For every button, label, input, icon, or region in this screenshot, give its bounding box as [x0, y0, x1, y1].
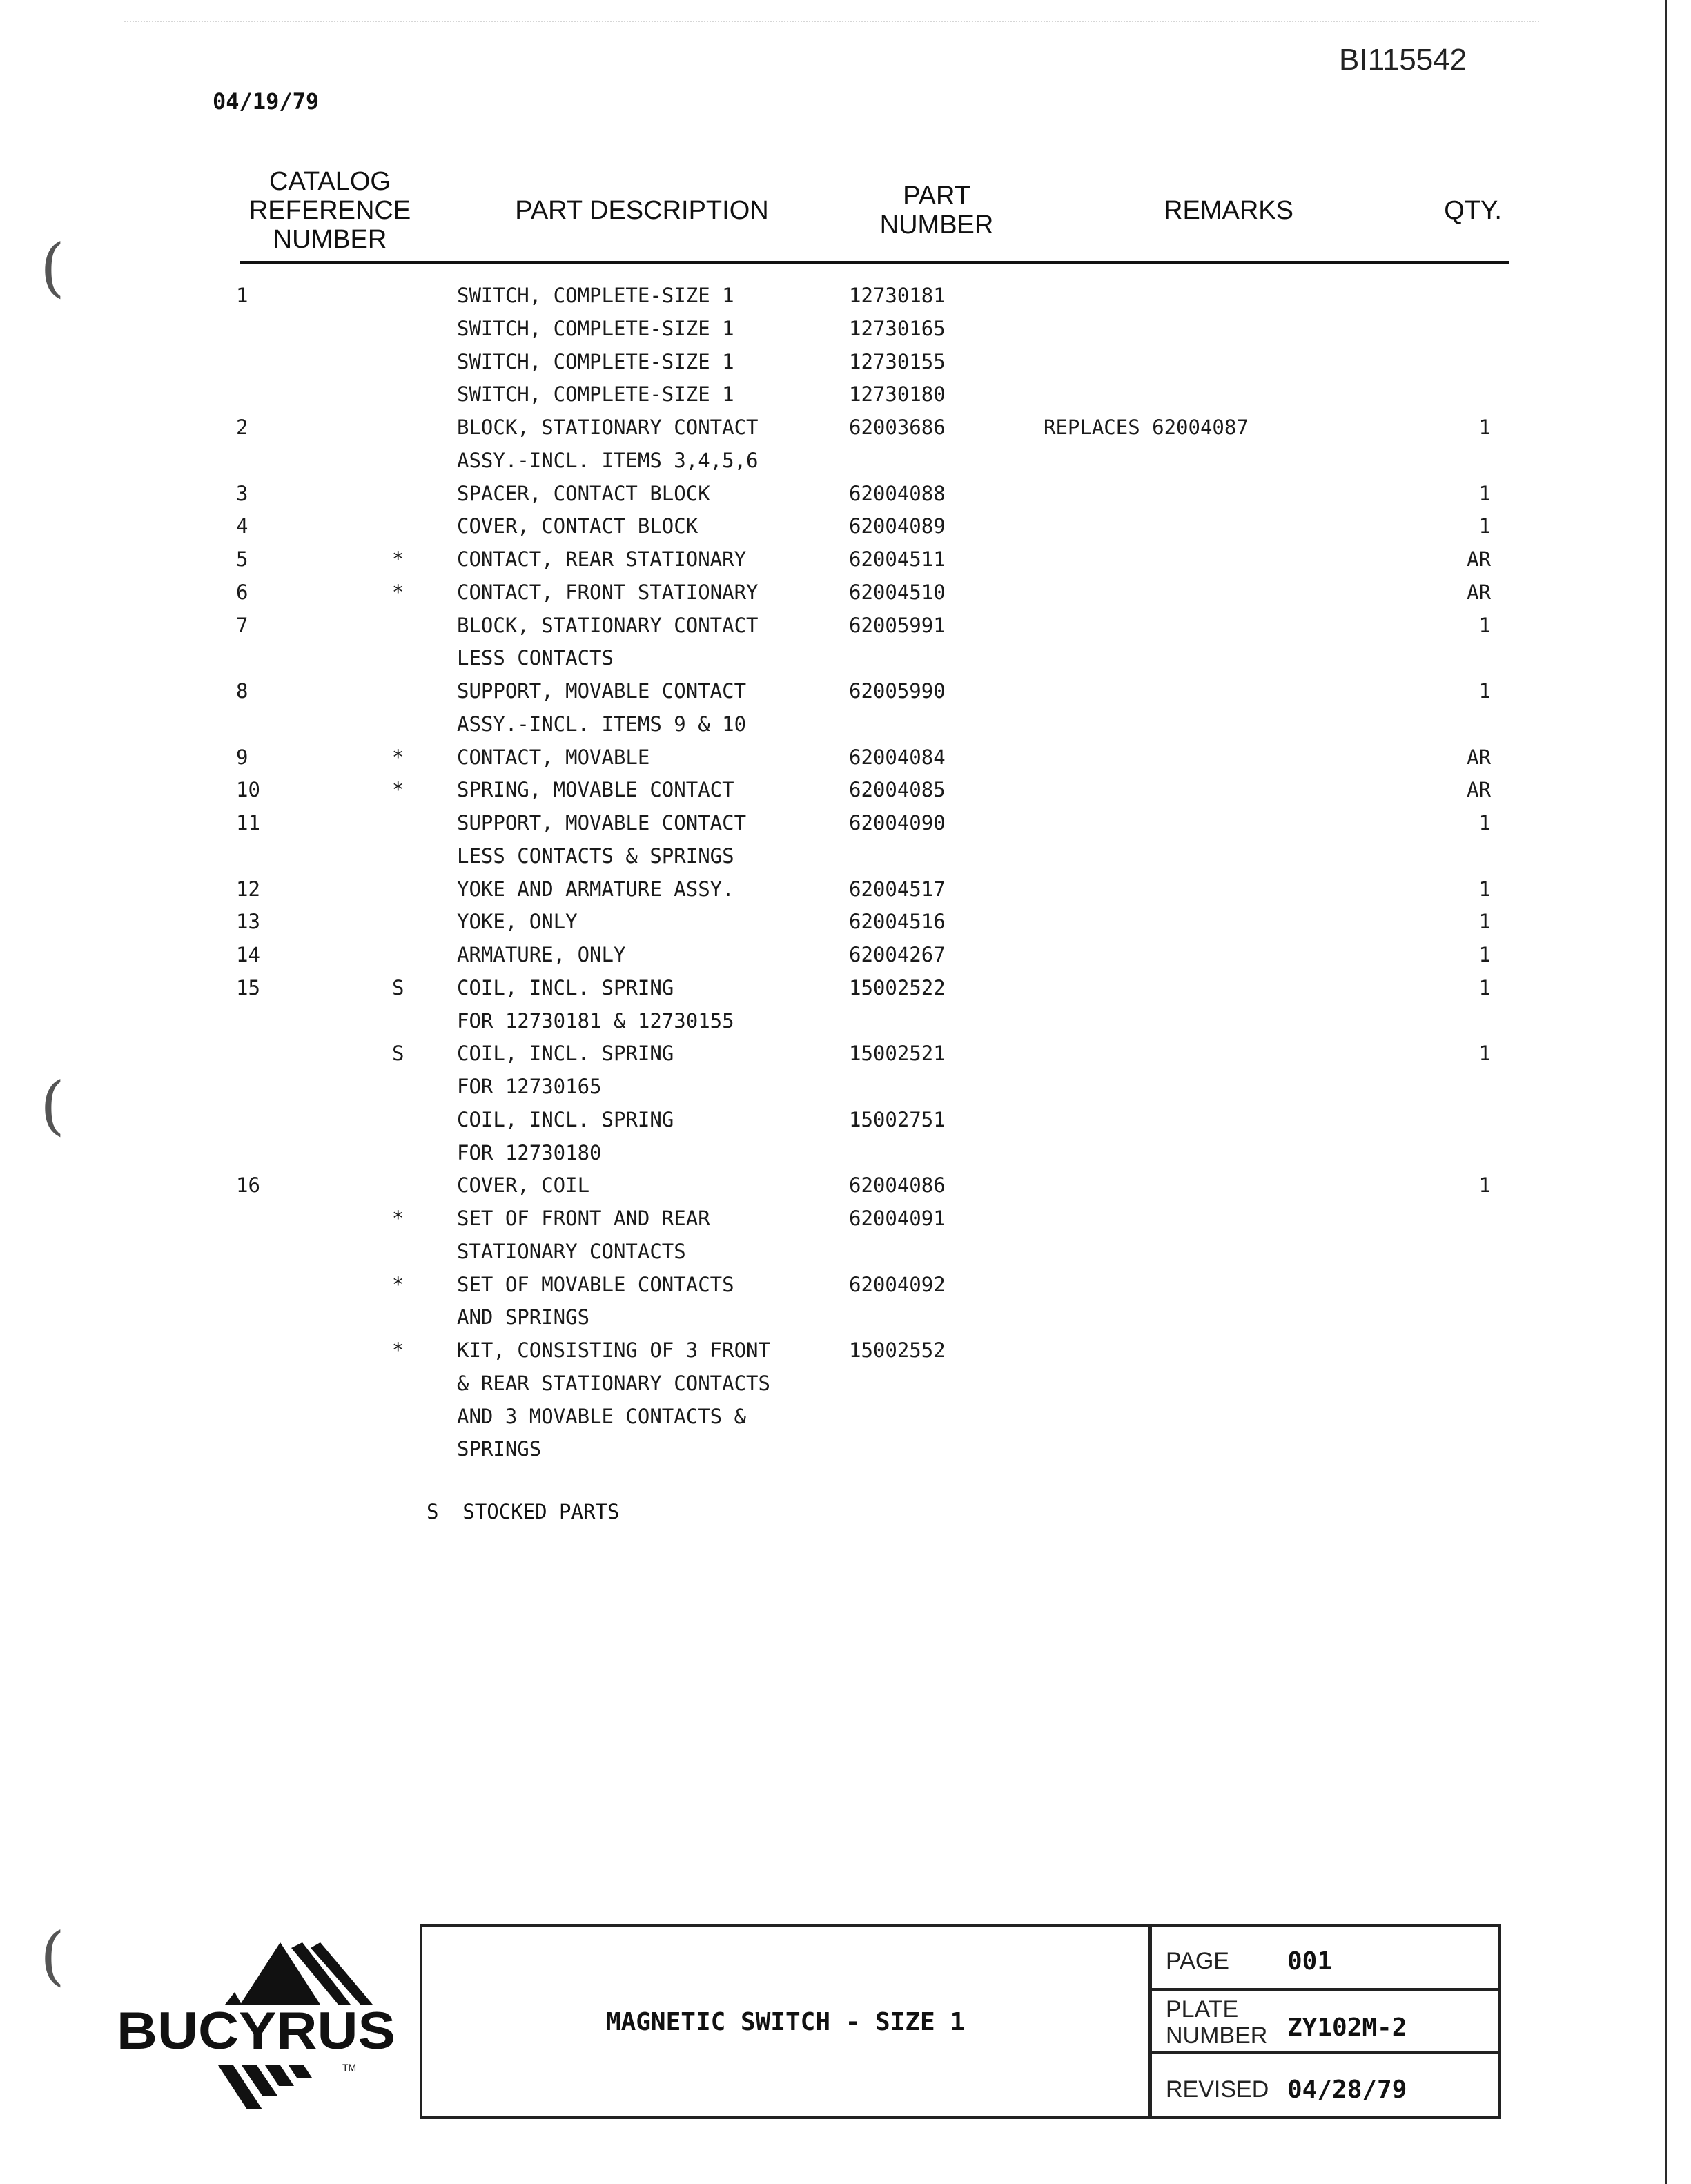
- header-rule: [240, 261, 1509, 264]
- row-description: AND SPRINGS: [457, 1305, 590, 1329]
- row-qty: AR: [1467, 778, 1491, 802]
- table-row: [0, 1367, 1691, 1400]
- row-description: AND 3 MOVABLE CONTACTS &: [457, 1404, 747, 1428]
- header-catalog-reference-number: [240, 167, 420, 254]
- header-line: CATALOG: [269, 167, 391, 196]
- stocked-parts-footnote: S STOCKED PARTS: [427, 1500, 620, 1523]
- row-ref: 12: [236, 877, 260, 901]
- table-row: [0, 543, 1691, 576]
- row-part-number: 62004517: [849, 877, 946, 901]
- row-part-number: 62004088: [849, 481, 946, 505]
- row-description: CONTACT, REAR STATIONARY: [457, 547, 747, 571]
- row-mark: *: [392, 1338, 404, 1362]
- row-mark: S: [392, 975, 404, 1000]
- row-description: BLOCK, STATIONARY CONTACT: [457, 613, 759, 637]
- row-ref: 3: [236, 481, 248, 505]
- table-row: [0, 839, 1691, 872]
- table-row: [0, 378, 1691, 411]
- row-part-number: 62005990: [849, 679, 946, 703]
- row-part-number: 62004084: [849, 745, 946, 769]
- row-description: SWITCH, COMPLETE-SIZE 1: [457, 382, 734, 407]
- row-ref: 6: [236, 580, 248, 604]
- row-description: SET OF MOVABLE CONTACTS: [457, 1272, 734, 1296]
- bucyrus-logo: [116, 1933, 406, 2119]
- row-qty: 1: [1478, 943, 1491, 966]
- row-part-number: 15002522: [849, 975, 946, 1000]
- header-part-number: [850, 182, 1023, 240]
- table-row: [0, 279, 1691, 312]
- document-id: BI115542: [1339, 43, 1467, 77]
- row-qty: 1: [1478, 514, 1491, 538]
- row-description: & REAR STATIONARY CONTACTS: [457, 1371, 770, 1395]
- table-row: [0, 1202, 1691, 1235]
- row-description: LESS CONTACTS: [457, 646, 614, 670]
- logo-trademark: TM: [342, 2062, 357, 2073]
- table-row: [0, 411, 1691, 444]
- row-description: SET OF FRONT AND REAR: [457, 1207, 710, 1230]
- row-qty: 1: [1478, 481, 1491, 505]
- row-mark: *: [392, 547, 404, 571]
- row-ref: 7: [236, 613, 248, 637]
- document-date: 04/19/79: [213, 88, 320, 115]
- binder-hole-mark: (: [40, 231, 65, 304]
- title-block: [420, 1924, 1501, 2119]
- page-label: PAGE: [1166, 1948, 1229, 1974]
- page-cell: [1152, 1927, 1498, 1991]
- table-row: [0, 773, 1691, 806]
- row-description: CONTACT, MOVABLE: [457, 745, 650, 769]
- row-part-number: 15002751: [849, 1107, 946, 1131]
- row-ref: 4: [236, 514, 248, 538]
- row-description: SWITCH, COMPLETE-SIZE 1: [457, 284, 734, 307]
- row-description: YOKE AND ARMATURE ASSY.: [457, 877, 734, 901]
- row-description: SPACER, CONTACT BLOCK: [457, 481, 710, 505]
- header-line: NUMBER: [273, 225, 387, 254]
- table-row: [0, 1400, 1691, 1433]
- row-qty: 1: [1478, 416, 1491, 439]
- plate-number-value: ZY102M-2: [1287, 2014, 1407, 2042]
- row-mark: *: [392, 580, 404, 604]
- revised-label: REVISED: [1166, 2076, 1269, 2103]
- table-row: [0, 609, 1691, 642]
- row-mark: *: [392, 1272, 404, 1296]
- row-qty: 1: [1478, 811, 1491, 835]
- row-description: ASSY.-INCL. ITEMS 3,4,5,6: [457, 448, 759, 472]
- header-line: REFERENCE: [248, 196, 411, 225]
- row-qty: 1: [1478, 1173, 1491, 1198]
- row-ref: 9: [236, 745, 248, 769]
- table-row: [0, 938, 1691, 971]
- header-qty: [1419, 196, 1502, 225]
- revised-cell: [1152, 2054, 1498, 2118]
- row-description: FOR 12730180: [457, 1140, 602, 1164]
- row-part-number: 15002552: [849, 1338, 946, 1362]
- row-mark: *: [392, 778, 404, 802]
- row-remarks: REPLACES 62004087: [1044, 416, 1249, 439]
- plate-label: [1166, 1996, 1267, 2049]
- table-row: [0, 971, 1691, 1004]
- table-row: [0, 905, 1691, 938]
- row-description: SWITCH, COMPLETE-SIZE 1: [457, 349, 734, 373]
- row-part-number: 62004510: [849, 580, 946, 604]
- table-row: [0, 708, 1691, 741]
- page-value: 001: [1287, 1947, 1333, 1976]
- header-part-description: [483, 196, 801, 225]
- row-description: FOR 12730165: [457, 1075, 602, 1098]
- row-part-number: 62004090: [849, 811, 946, 835]
- header-remarks: [1132, 196, 1325, 225]
- row-description: ASSY.-INCL. ITEMS 9 & 10: [457, 712, 747, 736]
- header-line: PART: [903, 182, 970, 211]
- table-row: [0, 1268, 1691, 1301]
- scan-noise-line: [124, 21, 1539, 22]
- row-description: SUPPORT, MOVABLE CONTACT: [457, 811, 747, 835]
- table-row: [0, 1103, 1691, 1136]
- row-ref: 14: [236, 943, 260, 966]
- row-part-number: 12730155: [849, 349, 946, 373]
- row-mark: S: [392, 1042, 404, 1066]
- table-row: [0, 312, 1691, 345]
- table-row: [0, 576, 1691, 609]
- table-row: [0, 806, 1691, 839]
- table-row: [0, 1037, 1691, 1070]
- row-description: FOR 12730181 & 12730155: [457, 1008, 734, 1033]
- header-line: NUMBER: [879, 211, 994, 240]
- row-ref: 13: [236, 910, 260, 934]
- table-row: [0, 641, 1691, 674]
- table-row: [0, 1136, 1691, 1169]
- row-description: BLOCK, STATIONARY CONTACT: [457, 416, 759, 439]
- row-qty: 1: [1478, 877, 1491, 901]
- row-part-number: 62004511: [849, 547, 946, 571]
- row-ref: 15: [236, 975, 260, 1000]
- row-description: ARMATURE, ONLY: [457, 943, 626, 966]
- table-row: [0, 509, 1691, 543]
- table-row: [0, 477, 1691, 510]
- row-qty: 1: [1478, 679, 1491, 703]
- plate-label-line: PLATE: [1166, 1996, 1239, 2022]
- row-part-number: 62004089: [849, 514, 946, 538]
- row-ref: 11: [236, 811, 260, 835]
- header-line: QTY.: [1444, 196, 1502, 225]
- row-description: COIL, INCL. SPRING: [457, 1042, 674, 1066]
- drawing-title: MAGNETIC SWITCH - SIZE 1: [605, 2007, 966, 2036]
- binder-hole-mark: (: [40, 1069, 65, 1142]
- row-ref: 5: [236, 547, 248, 571]
- plate-number-cell: [1152, 1991, 1498, 2054]
- bucyrus-logo-mark: [116, 1933, 406, 2119]
- table-row: [0, 1334, 1691, 1367]
- row-mark: *: [392, 1207, 404, 1230]
- row-description: SPRING, MOVABLE CONTACT: [457, 778, 734, 802]
- row-part-number: 62004086: [849, 1173, 946, 1198]
- row-qty: AR: [1467, 745, 1491, 769]
- row-part-number: 12730181: [849, 284, 946, 307]
- row-ref: 1: [236, 284, 248, 307]
- table-row: [0, 872, 1691, 906]
- header-line: REMARKS: [1164, 196, 1293, 225]
- plate-label-line: NUMBER: [1166, 2022, 1268, 2049]
- row-qty: 1: [1478, 910, 1491, 934]
- row-qty: 1: [1478, 975, 1491, 1000]
- row-mark: *: [392, 745, 404, 769]
- table-row: [0, 345, 1691, 378]
- row-part-number: 62005991: [849, 613, 946, 637]
- row-description: STATIONARY CONTACTS: [457, 1239, 686, 1263]
- row-part-number: 15002521: [849, 1042, 946, 1066]
- row-description: LESS CONTACTS & SPRINGS: [457, 844, 734, 868]
- row-ref: 8: [236, 679, 248, 703]
- row-ref: 10: [236, 778, 260, 802]
- table-row: [0, 1300, 1691, 1334]
- row-ref: 16: [236, 1173, 260, 1198]
- table-row: [0, 674, 1691, 708]
- row-part-number: 62004085: [849, 778, 946, 802]
- table-row: [0, 1235, 1691, 1268]
- row-description: COIL, INCL. SPRING: [457, 975, 674, 1000]
- table-row: [0, 741, 1691, 774]
- table-row: [0, 1070, 1691, 1103]
- row-description: COVER, CONTACT BLOCK: [457, 514, 698, 538]
- row-description: YOKE, ONLY: [457, 910, 578, 934]
- row-part-number: 62004091: [849, 1207, 946, 1230]
- row-part-number: 62004267: [849, 943, 946, 966]
- row-description: SUPPORT, MOVABLE CONTACT: [457, 679, 747, 703]
- row-description: COVER, COIL: [457, 1173, 590, 1198]
- header-line: PART DESCRIPTION: [515, 196, 769, 225]
- logo-wordmark: BUCYRUS: [117, 2002, 395, 2060]
- row-description: CONTACT, FRONT STATIONARY: [457, 580, 759, 604]
- row-description: SPRINGS: [457, 1437, 542, 1461]
- row-ref: 2: [236, 416, 248, 439]
- row-part-number: 12730180: [849, 382, 946, 407]
- row-part-number: 62004516: [849, 910, 946, 934]
- row-part-number: 62003686: [849, 416, 946, 439]
- row-description: KIT, CONSISTING OF 3 FRONT: [457, 1338, 770, 1362]
- table-row: [0, 1004, 1691, 1037]
- row-qty: AR: [1467, 580, 1491, 604]
- row-qty: 1: [1478, 613, 1491, 637]
- row-description: SWITCH, COMPLETE-SIZE 1: [457, 316, 734, 340]
- revised-value: 04/28/79: [1287, 2076, 1407, 2104]
- row-qty: 1: [1478, 1042, 1491, 1066]
- row-part-number: 12730165: [849, 316, 946, 340]
- table-row: [0, 444, 1691, 477]
- table-row: [0, 1169, 1691, 1202]
- row-qty: AR: [1467, 547, 1491, 571]
- row-part-number: 62004092: [849, 1272, 946, 1296]
- table-row: [0, 1432, 1691, 1465]
- row-description: COIL, INCL. SPRING: [457, 1107, 674, 1131]
- binder-hole-mark: (: [40, 1919, 65, 1993]
